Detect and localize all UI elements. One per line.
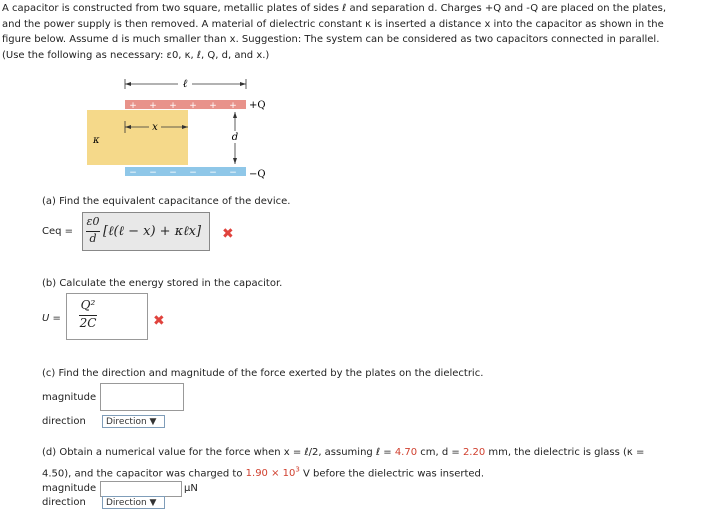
bottom-plate <box>125 167 246 176</box>
part-a-question: (a) Find the equivalent capacitance of the device. <box>42 196 291 207</box>
plus-sign: + <box>189 101 197 111</box>
part-d-magnitude-label: magnitude <box>42 483 97 494</box>
part-c-direction-select[interactable]: Direction ▼ <box>102 415 165 428</box>
u-numerator: Q² <box>80 298 96 312</box>
plus-sign: + <box>129 101 137 111</box>
u-answer-field[interactable] <box>66 293 148 340</box>
plus-sign: + <box>149 101 157 111</box>
minus-sign: − <box>229 168 237 178</box>
x-mark-icon: ✖ <box>222 226 234 242</box>
u-label: U = <box>42 313 61 324</box>
part-d-direction-label: direction <box>42 497 86 508</box>
intro-line-1: A capacitor is constructed from two square, metallic plates of sides ℓ and separation d. Charges +Q and -Q are placed on the plates, <box>2 3 667 14</box>
label-plus-q: +Q <box>249 100 266 111</box>
minus-sign: − <box>129 168 137 178</box>
label-x: x <box>152 122 158 133</box>
part-d-question-line-1: (d) Obtain a numerical value for the force when x = ℓ/2, assuming ℓ = 4.70 cm, d = 2.20 mm, the dielectric is glass (κ = <box>42 447 645 458</box>
plus-sign: + <box>229 101 237 111</box>
dielectric-slab <box>87 110 188 165</box>
label-kappa: κ <box>93 135 100 146</box>
ceq-numerator: ε0 <box>86 215 100 228</box>
part-d-unit: μN <box>184 483 198 494</box>
plus-sign: + <box>169 101 177 111</box>
u-denominator: 2C <box>79 316 97 330</box>
top-plate <box>125 100 246 109</box>
minus-sign: − <box>149 168 157 178</box>
part-c-direction-label: direction <box>42 416 86 427</box>
minus-sign: − <box>209 168 217 178</box>
voltage-value: $1.90 \times 10^3$ <box>245 466 300 480</box>
part-c-question: (c) Find the direction and magnitude of the force exerted by the plates on the dielectric. <box>42 368 484 379</box>
minus-sign: − <box>189 168 197 178</box>
part-c-magnitude-input[interactable] <box>100 383 184 411</box>
plus-sign: + <box>209 101 217 111</box>
capacitor-figure <box>85 70 285 190</box>
intro-line-3: figure below. Assume d is much smaller than x. Suggestion: The system can be considered as two capacitors connected in parallel. <box>2 34 660 46</box>
part-d-question-line-2: 4.50), and the capacitor was charged to $1.90 \times 10^3$ V before the dielectric was inserted. <box>42 466 485 480</box>
part-d-direction-select[interactable]: Direction ▼ <box>102 496 165 509</box>
x-mark-icon: ✖ <box>153 313 165 329</box>
d-value: 2.20 <box>462 447 486 458</box>
ceq-answer-field[interactable] <box>82 212 210 251</box>
ceq-label: Ceq = <box>42 226 74 237</box>
minus-sign: − <box>169 168 177 178</box>
intro-line-4: (Use the following as necessary: ε0, κ, ℓ, Q, d, and x.) <box>2 50 270 62</box>
intro-line-2: and the power supply is then removed. A material of dielectric constant κ is inserted a distance x into the capacitor as shown in the <box>2 18 664 30</box>
problem-statement <box>2 1 700 64</box>
label-l: ℓ <box>182 77 188 90</box>
part-d-magnitude-input[interactable] <box>100 481 182 497</box>
label-d: d <box>231 132 239 143</box>
ceq-expression: [ℓ(ℓ − x) + κℓx] <box>103 224 202 239</box>
label-minus-q: −Q <box>249 169 266 180</box>
part-b-question: (b) Calculate the energy stored in the capacitor. <box>42 278 283 289</box>
part-c-magnitude-label: magnitude <box>42 392 97 403</box>
l-value: 4.70 <box>394 447 418 458</box>
ceq-denominator: d <box>89 232 97 245</box>
